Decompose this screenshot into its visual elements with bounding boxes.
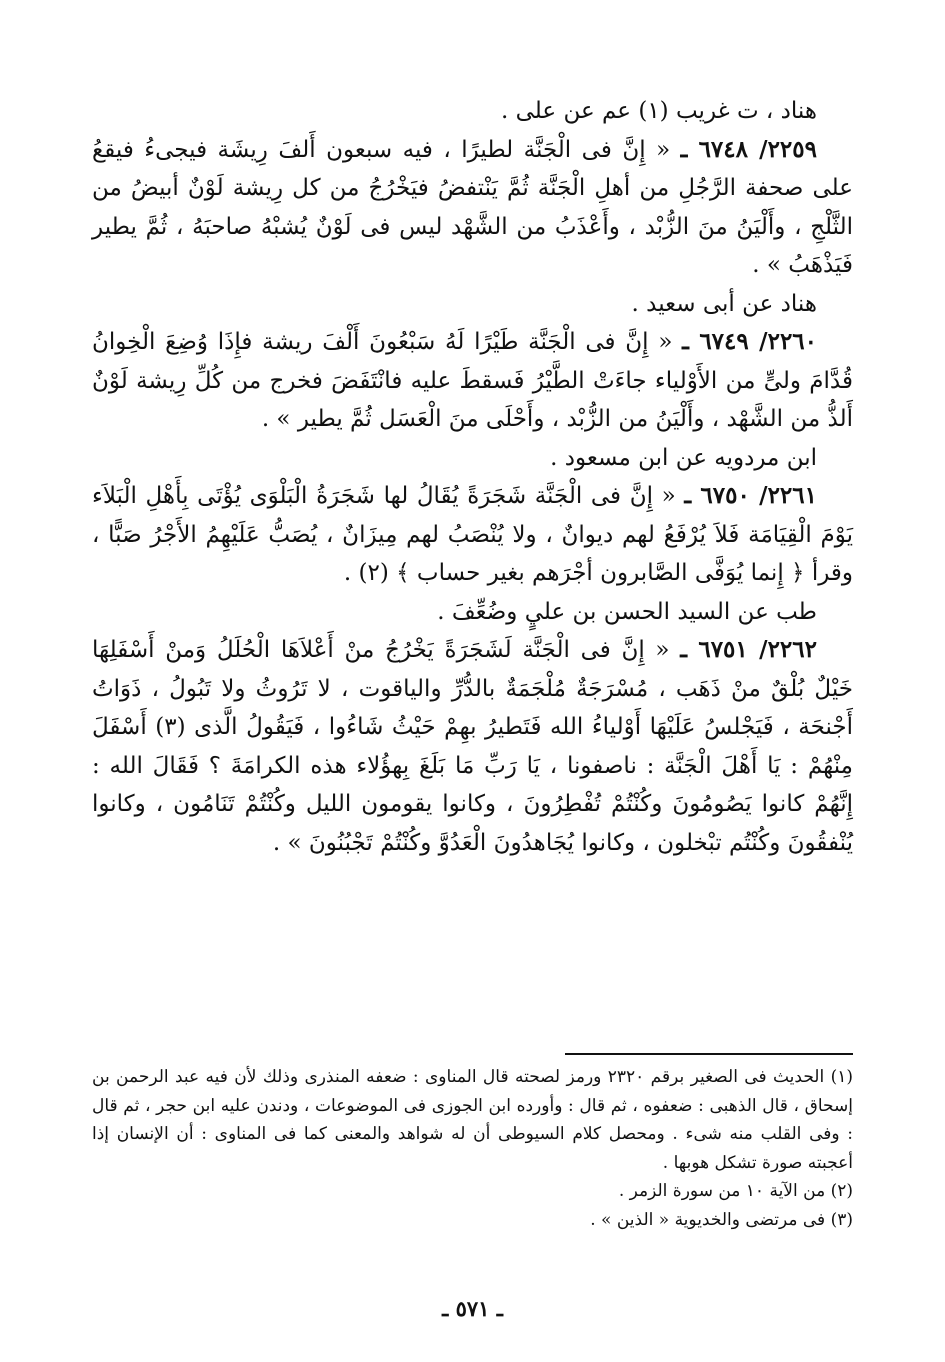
footnote-1: (١) الحديث فى الصغير برقم ٢٣٢٠ ورمز لصحته قال المناوى : ضعفه المنذرى وذلك لأن فيه عبد الرحمن بن إسحاق ، قال الذهبى : ضعفوه ، ثم قال : وأورده ابن الجوزى فى الموضوعات ، ودندن عليه ابن حجر ، ثم قال : وفى القلب منه شىء . ومحصل كلام السيوطى أن له شواهد والمعنى كما فى المناوى : أن الإنسان إذا أعجبته صورة تشكل هوبها . xyxy=(92,1067,853,1173)
main-text xyxy=(92,92,853,862)
hadith-number: ٢٢٥٩/ ٦٧٤٨ ـ xyxy=(680,135,817,163)
footnote-separator xyxy=(565,1053,853,1055)
source-line: هناد عن أبى سعيد . xyxy=(631,290,817,317)
footnote-2: (٢) من الآية ١٠ من سورة الزمر . xyxy=(618,1181,853,1201)
hadith-paragraph xyxy=(92,477,853,593)
hadith-number: ٢٢٦٢/ ٦٧٥١ ـ xyxy=(680,636,817,663)
source-line: هناد ، ت غريب (١) عم عن على . xyxy=(501,98,817,124)
hadith-text: « إِنَّ فى الْجَنَّة لَشَجَرَةً يَخْرُجُ منْ أَعْلاَهَا الْحُلَلُ وَمنْ أَسْفَلِهَا خَيْلٌ بُلْقٌ منْ ذَهَب ، مُسْرَجَةٌ مُلْجَمَةٌ بالدُّرِّ والياقوت ، لا تَرُوثُ ولا تَبُولُ ، ذَوَاتُ أَجْنحَة ، فَيَجْلسُ عَلَيْهَا أَوْلياءُ الله فَتَطيرُ بهِمْ حَيْثُ شَاءُوا ، فَيَقُولُ الَّذى (٣) أَسْفَلَ مِنْهُمْ : يَا أَهْلَ الْجَنَّة : ناصفونا ، يَا رَبِّ مَا بَلَغَ بِهؤُلاء هذه الكرامَةَ ؟ فَقَالَ الله : إِنَّهُمْ كانوا يَصُومُونَ وكُنْتُمْ تُفْطِرُونَ ، وكانوا يقومون الليل وكُنْتُمْ تَنَامُون ، وكانوا يُنْفقُونَ وكُنْتُم تبْخلون ، وكانوا يُجَاهدُونَ الْعَدُوَّ وكُنْتُمْ تَجْبُنُونَ » . xyxy=(92,637,854,856)
hadith-number: ٢٢٦٠/ ٦٧٤٩ ـ xyxy=(682,328,818,355)
hadith-text: « إِنَّ فى الْجَنَّة شَجَرَةً يُقَالُ لها شَجَرَةُ الْبَلْوَى يُؤْتَى بِأَهْلِ الْبَلاَء يَوْمَ الْقِيَامَة فَلاَ يُرْفَعُ لهم ديوانٌ ، ولا يُنْصَبُ لهم مِيزَانٌ ، يُصَبُّ عَلَيْهِمُ الأَجْرُ صَبًّا ، وقرأ ﴿ إِنما يُوَفَّى الصَّابرون أجْرَهم بغير حساب ﴾ (٢) . xyxy=(92,483,853,586)
page-number: ـ ٥٧١ ـ xyxy=(442,1296,503,1321)
hadith-number: ٢٢٦١/ ٦٧٥٠ ـ xyxy=(684,482,817,509)
hadith-text: « إِنَّ فى الْجَنَّة طَيْرًا لَهُ سَبْعُونَ أَلْفَ ريشة فإِذَا وُضِعَ الْخِوانُ قُدَّامَ ولىٍّ من الأَوْلياء جاءَتْ الطَّيْرُ فَسقطَ عليه فانْتَفَضَ فخرج من كُلِّ رِيشة لَوْنٌ أَلذُّ من الشَّهْد ، وأَلْيَنُ من الزُّبْد ، وأَحْلَى منَ الْعَسَل ثُمَّ يطير » . xyxy=(92,329,853,432)
footnotes xyxy=(92,1063,853,1234)
footnote-3: (٣) فى مرتضى والخديوية « الذين » . xyxy=(590,1209,853,1230)
hadith-paragraph xyxy=(92,631,853,862)
source-line: ابن مردويه عن ابن مسعود . xyxy=(550,444,817,471)
hadith-paragraph xyxy=(92,131,853,285)
source-line: طب عن السيد الحسن بن عليٍ وضُعِّفَ . xyxy=(437,598,817,625)
hadith-paragraph xyxy=(92,323,853,439)
hadith-text: « إِنَّ فى الْجَنَّة لطيرًا ، فيه سبعون أَلفَ رِيشَة فيجىءُ فيقعُ على صحفة الرَّجُلِ من أهلِ الْجَنَّة ثُمَّ يَنْتفضُ فيَخْرُجُ من كل رِيشة لَوْنٌ أبيضُ من الثَّلْجِ ، وأَلْيَنُ منَ الزُّبْد ، وأَعْذَبُ من الشَّهْد ليس فى لَوْنٌ يُشبْهُ صاحبَهُ ، ثُمَّ يطير فَيَذْهَبُ » . xyxy=(92,136,853,278)
